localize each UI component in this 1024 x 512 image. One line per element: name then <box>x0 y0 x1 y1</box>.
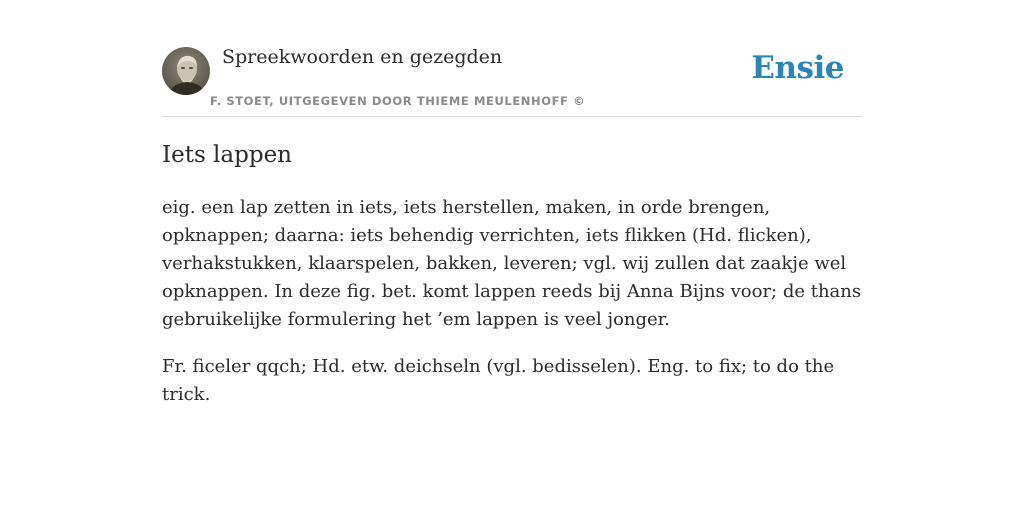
ensie-logo-link[interactable]: Ensie <box>751 50 844 86</box>
entry-paragraph: Fr. ficeler qqch; Hd. etw. deichseln (vgl. bedisselen). Eng. to fix; to do the trick. <box>162 356 835 405</box>
author-portrait-icon <box>162 47 210 95</box>
entry-paragraph: eig. een lap zetten in iets, iets herstellen, maken, in orde brengen, opknappen; daarna: iets behendig verrichten, iets flikken (Hd. flicken), verhakstukken, klaarspelen, bakken, leveren; vgl. wij zullen dat zaakje wel opknappen. In deze fig. bet. komt lappen reeds bij Anna Bijns voor; de thans gebruikelijke formulering het ’em lappen is veel jonger. <box>162 197 862 330</box>
source-title[interactable]: Spreekwoorden en gezegden <box>222 46 503 68</box>
source-credit: F. STOET, UITGEGEVEN DOOR THIEME MEULENHOFF © <box>210 94 586 108</box>
entry-title: Iets lappen <box>162 142 292 168</box>
entry-card <box>162 0 862 409</box>
author-avatar[interactable] <box>162 47 210 95</box>
source-header <box>162 0 862 117</box>
